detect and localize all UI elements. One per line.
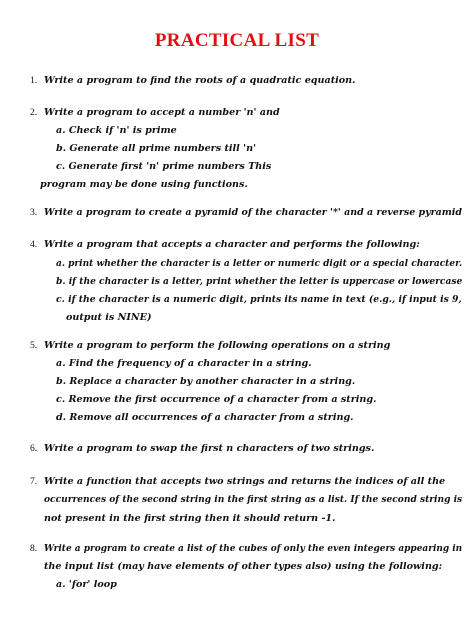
item-text: not present in the first string then it should return -1. xyxy=(44,513,336,524)
item-text: Write a program to create a list of the cubes of only the even integers appearing in xyxy=(44,543,463,554)
sub-item-text: c. Remove the first occurrence of a character from a string. xyxy=(56,394,377,405)
sub-item-text: a. 'for' loop xyxy=(56,579,117,590)
item-text: occurrences of the second string in the first string as a list. If the second string is xyxy=(44,494,463,505)
sub-item-text: a. Find the frequency of a character in a string. xyxy=(56,358,312,369)
item-text: Write a program to perform the following operations on a string xyxy=(44,340,391,351)
page-title: PRACTICAL LIST xyxy=(154,30,320,51)
item-text: Write a program to accept a number 'n' and xyxy=(44,107,280,118)
item-text: Write a program to create a pyramid of the character '*' and a reverse pyramid xyxy=(44,207,463,218)
item-number: 6. xyxy=(30,443,38,454)
sub-item-text: b. Replace a character by another character in a string. xyxy=(56,376,356,387)
item-text: Write a program to find the roots of a quadratic equation. xyxy=(44,75,356,86)
item-number: 3. xyxy=(30,207,38,218)
sub-item-text: a. print whether the character is a letter or numeric digit or a special character. xyxy=(56,258,463,269)
item-text: Write a program that accepts a character and performs the following: xyxy=(44,239,420,250)
sub-item-text: c. if the character is a numeric digit, prints its name in text (e.g., if input is 9, xyxy=(56,294,462,305)
item-number: 4. xyxy=(30,239,38,250)
sub-item-text: b. Generate all prime numbers till 'n' xyxy=(56,143,257,154)
item-text: program may be done using functions. xyxy=(40,179,248,190)
sub-item-text: b. if the character is a letter, print whether the letter is uppercase or lowercase xyxy=(56,276,463,287)
item-text: Write a program to swap the first n characters of two strings. xyxy=(44,443,375,454)
item-number: 7. xyxy=(30,476,38,487)
sub-item-text: output is NINE) xyxy=(66,312,152,323)
item-number: 8. xyxy=(30,543,38,554)
sub-item-text: a. Check if 'n' is prime xyxy=(56,125,177,136)
item-number: 5. xyxy=(30,340,38,351)
item-text: the input list (may have elements of other types also) using the following: xyxy=(44,561,443,572)
item-text: Write a function that accepts two strings and returns the indices of all the xyxy=(44,476,446,487)
item-number: 2. xyxy=(30,107,38,118)
sub-item-text: c. Generate first 'n' prime numbers This xyxy=(56,161,272,172)
sub-item-text: d. Remove all occurrences of a character from a string. xyxy=(56,412,354,423)
item-number: 1. xyxy=(30,75,38,86)
